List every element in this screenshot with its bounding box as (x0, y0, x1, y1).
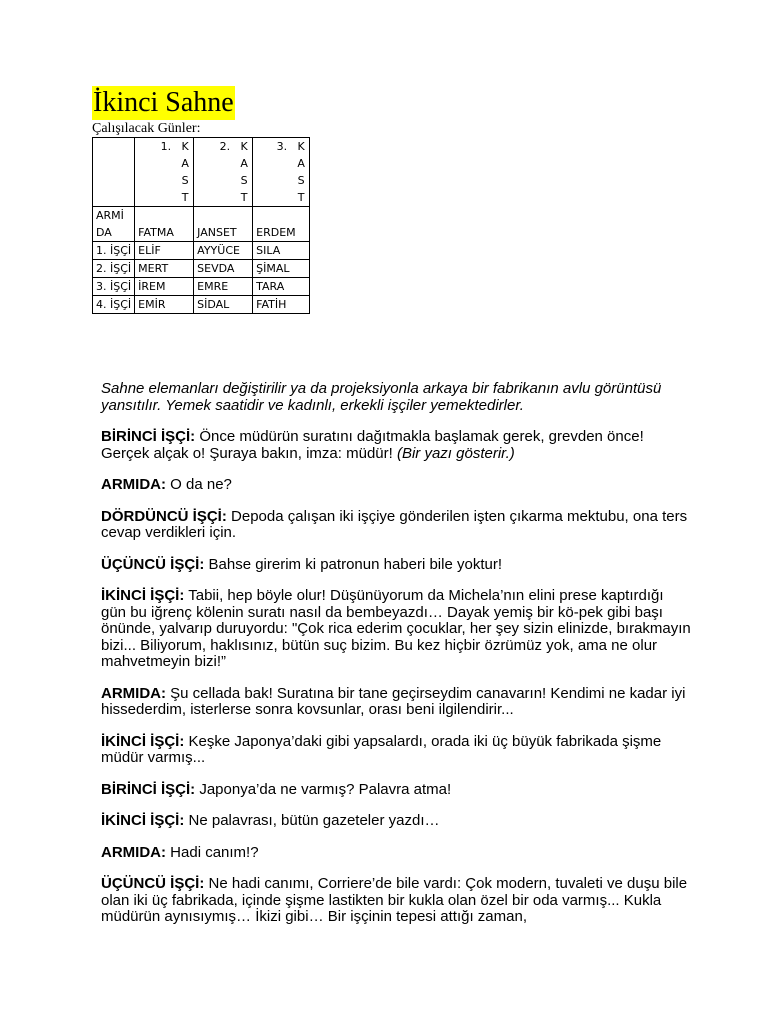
dialogue-line (101, 477, 691, 494)
dialogue-text: Ne hadi canımı, Corriere’de bile vardı: Çok modern, tuvaleti ve duşu bile olan iki üç fabrikada, içinde şişme lastikten bir kukla olan özel bir oda varmış... Kukla müdürün aynısıymış… İkizi gibi… Bir işçinin tepesi attığı zaman, (101, 875, 688, 925)
role-line: ARMİ (96, 209, 124, 222)
cast-number: 2. (219, 140, 231, 153)
speaker-name: ARMIDA: (101, 684, 166, 702)
actor-cell: AYYÜCE (194, 242, 253, 260)
dialogue-text: Depoda çalışan iki işçiye gönderilen işten çıkarma mektubu, ona ters cevap verdikleri için. (101, 507, 688, 541)
dialogue-line (101, 509, 691, 542)
header-letter: S (297, 174, 305, 187)
dialogue-line (101, 429, 691, 462)
stage-direction: Sahne elemanları değiştirilir ya da projeksiyonla arkaya bir fabrikanın avlu görüntüsü yansıtılır. Yemek saatidir ve kadınlı, erkekli işçiler yemektedirler. (101, 380, 662, 414)
cast-table (92, 137, 310, 314)
actor-cell: EMİR (135, 296, 194, 314)
speaker-name: BİRİNCİ İŞÇİ: (101, 780, 196, 798)
inline-stage-direction: (Bir yazı gösterir.) (396, 444, 515, 462)
schedule-label: Çalışılacak Günler: (92, 121, 201, 136)
speaker-name: ARMIDA: (101, 843, 166, 861)
speaker-name: DÖRDÜNCÜ İŞÇİ: (101, 507, 227, 525)
dialogue-line (101, 557, 691, 574)
dialogue-text: Tabii, hep böyle olur! Düşünüyorum da Michela’nın elini prese kaptırdığı gün bu iğrenç kölenin suratı nasıl da bembeyazdı… Dayak yemiş bir kö-pek gibi başı önünde, yalvarıp duruyordu: "Çok rica ederim çocuklar, her şey sizin elinizde, bırakmayın bizi... Biliyorum, haklısınız, bütün suç bizim. Bu kez hiçbir özrümüz yok, ama ne olur mahvetmeyin bizi!” (101, 587, 691, 670)
dialogue-line (101, 686, 691, 719)
actor-cell: TARA (253, 278, 310, 296)
dialogue-text: Keşke Japonya’daki gibi yapsalardı, orada iki üç büyük fabrikada şişme müdür varmış... (101, 732, 662, 766)
dialogue-line (101, 876, 691, 926)
header-letter: K (297, 140, 305, 153)
actor-cell: MERT (135, 260, 194, 278)
actor-cell: FATİH (253, 296, 310, 314)
actor-cell: ŞİMAL (253, 260, 310, 278)
header-letter: T (297, 191, 305, 204)
actor-cell: SEVDA (194, 260, 253, 278)
dialogue-text: Bahse girerim ki patronun haberi bile yoktur! (208, 555, 502, 573)
speaker-name: ARMIDA: (101, 476, 166, 493)
table-row (93, 296, 310, 314)
cast-header-1 (135, 138, 194, 207)
scene-title: İkinci Sahne (93, 87, 234, 118)
dialogue-line (101, 588, 691, 671)
speaker-name: İKİNCİ İŞÇİ: (101, 812, 185, 829)
cast-header-3 (253, 138, 310, 207)
role-cell: 1. İŞÇİ (93, 242, 135, 260)
header-letter: A (181, 157, 189, 170)
dialogue-line (101, 734, 691, 767)
actor-cell: ERDEM (253, 207, 310, 242)
actor-cell: ELİF (135, 242, 194, 260)
header-letter: A (240, 157, 248, 170)
header-letter: K (240, 140, 248, 153)
dialogue-text: Şu cellada bak! Suratına bir tane geçirseydim canavarın! Kendimi ne kadar iyi hissederdim, isterlerse sonra kovsunlar, orası beni ilgilendirir... (101, 684, 686, 718)
play-script (101, 381, 691, 941)
actor-cell: SILA (253, 242, 310, 260)
cast-header-2 (194, 138, 253, 207)
dialogue-text: O da ne? (170, 476, 232, 493)
cast-number: 1. (160, 140, 172, 153)
speaker-name: ÜÇÜNCÜ İŞÇİ: (101, 555, 205, 573)
actor-cell: SİDAL (194, 296, 253, 314)
dialogue-text: Önce müdürün suratını dağıtmakla başlamak gerek, grevden önce! Gerçek alçak o! Şuraya bakın, imza: müdür! (101, 428, 644, 462)
speaker-name: BİRİNCİ İŞÇİ: (101, 428, 196, 445)
speaker-name: ÜÇÜNCÜ İŞÇİ: (101, 875, 205, 892)
header-letter: K (181, 140, 189, 153)
speaker-name: İKİNCİ İŞÇİ: (101, 732, 185, 750)
header-empty-cell (93, 138, 135, 207)
dialogue-text: Ne palavrası, bütün gazeteler yazdı… (188, 812, 440, 829)
dialogue-line (101, 813, 691, 830)
actor-cell: FATMA (135, 207, 194, 242)
actor-cell: EMRE (194, 278, 253, 296)
role-cell: 2. İŞÇİ (93, 260, 135, 278)
cast-header-row (93, 138, 310, 207)
header-letter: A (297, 157, 305, 170)
dialogue-text: Hadi canım!? (170, 843, 259, 861)
header-letter: T (240, 191, 248, 204)
dialogue-text: Japonya’da ne varmış? Palavra atma! (199, 780, 452, 798)
header-letter: S (240, 174, 248, 187)
role-cell (93, 207, 135, 242)
table-row (93, 207, 310, 242)
role-cell: 3. İŞÇİ (93, 278, 135, 296)
dialogue-line (101, 845, 691, 862)
dialogue-line (101, 782, 691, 799)
cast-number: 3. (276, 140, 288, 153)
table-row (93, 278, 310, 296)
header-letter: T (181, 191, 189, 204)
table-row (93, 242, 310, 260)
header-letter: S (181, 174, 189, 187)
actor-cell: JANSET (194, 207, 253, 242)
role-cell: 4. İŞÇİ (93, 296, 135, 314)
table-row (93, 260, 310, 278)
actor-cell: İREM (135, 278, 194, 296)
speaker-name: İKİNCİ İŞÇİ: (101, 587, 185, 604)
role-line: DA (96, 226, 112, 239)
